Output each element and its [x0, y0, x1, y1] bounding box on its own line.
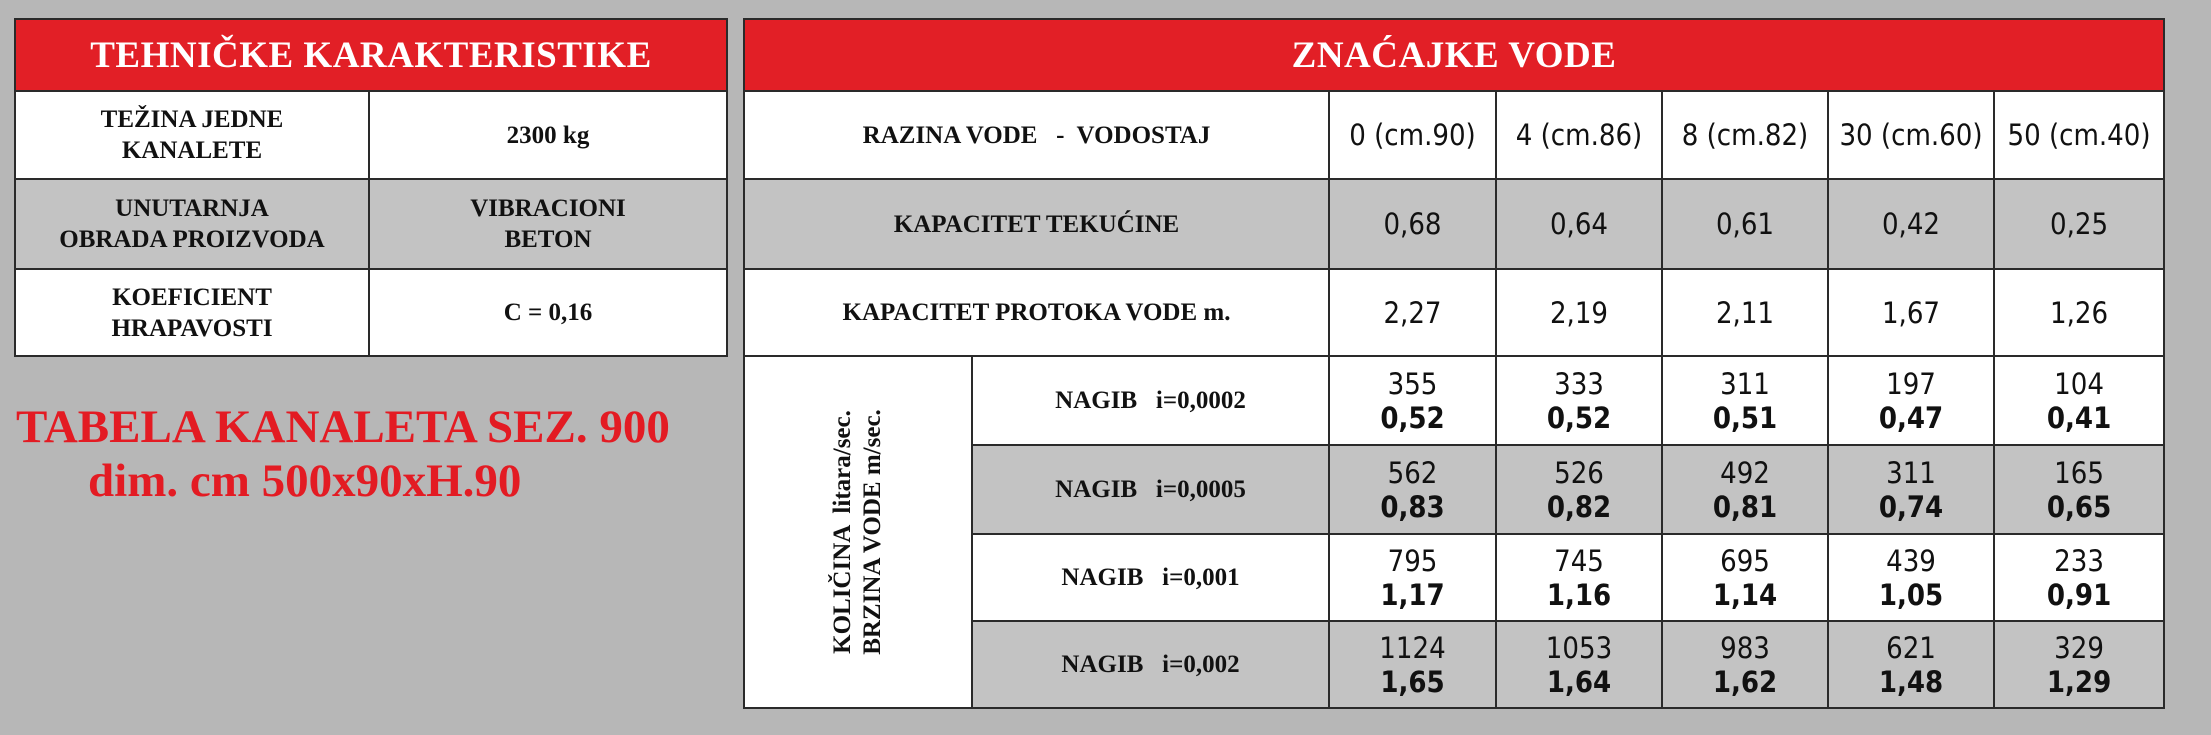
flow-cell: 2,19 [1496, 269, 1662, 356]
speed-value: 1,64 [1546, 664, 1612, 699]
label-line: KANALETE [121, 137, 263, 164]
slope-cell [1662, 356, 1828, 445]
level-label: RAZINA VODE - VODOSTAJ [744, 91, 1329, 179]
label-line: KOEFICIENT [112, 283, 272, 311]
speed-value: 0,83 [1380, 489, 1445, 524]
caption-line-2: dim. cm 500x90xH.90 [88, 455, 522, 507]
slope-row [744, 356, 2164, 445]
quantity-value: 983 [1720, 630, 1770, 665]
slope-cell [1496, 534, 1662, 621]
caption-line-1: TABELA KANALETA SEZ. 900 [16, 401, 670, 453]
level-cell: 4 (cm.86) [1496, 91, 1662, 179]
slope-cell [1329, 621, 1496, 708]
speed-value: 0,91 [2046, 577, 2112, 612]
side-label-line: BRZINA VODE m/sec. [859, 409, 886, 655]
capacity-cell: 0,64 [1496, 179, 1662, 269]
slope-label: NAGIB i=0,002 [972, 621, 1329, 708]
slope-cell [1496, 621, 1662, 708]
slope-cell [1662, 621, 1828, 708]
speed-value: 1,14 [1712, 577, 1778, 612]
flow-cell: 1,26 [1994, 269, 2164, 356]
water-characteristics-table [743, 18, 2165, 709]
tech-title: TEHNIČKE KARAKTERISTIKE [15, 19, 727, 91]
quantity-value: 745 [1554, 543, 1604, 578]
capacity-row [744, 179, 2164, 269]
quantity-value: 104 [2054, 366, 2104, 401]
finish-label [15, 179, 369, 269]
quantity-value: 329 [2054, 630, 2104, 665]
slope-cell [1994, 621, 2164, 708]
value-line: BETON [504, 226, 592, 253]
flow-cell: 2,11 [1662, 269, 1828, 356]
side-label-text [828, 409, 888, 655]
quantity-value: 1053 [1545, 630, 1613, 665]
quantity-value: 795 [1387, 543, 1438, 578]
speed-value: 1,65 [1380, 664, 1445, 699]
speed-value: 0,82 [1546, 489, 1612, 524]
slope-cell [1662, 534, 1828, 621]
slope-cell [1329, 356, 1496, 445]
label-line: TEŽINA JEDNE [100, 106, 284, 133]
slope-cell [1828, 356, 1994, 445]
quantity-value: 695 [1720, 543, 1770, 578]
speed-value: 0,52 [1380, 400, 1445, 435]
water-title: ZNAĆAJKE VODE [744, 19, 2164, 91]
speed-value: 1,16 [1546, 577, 1612, 612]
speed-value: 0,81 [1712, 489, 1778, 524]
quantity-value: 355 [1387, 366, 1438, 401]
speed-value: 1,62 [1712, 664, 1778, 699]
level-cell: 30 (cm.60) [1828, 91, 1994, 179]
capacity-cell: 0,61 [1662, 179, 1828, 269]
slope-cell [1496, 445, 1662, 534]
roughness-value [369, 269, 727, 356]
flow-row [744, 269, 2164, 356]
speed-value: 1,29 [2046, 664, 2112, 699]
weight-label [15, 91, 369, 179]
speed-value: 0,47 [1878, 400, 1944, 435]
weight-value [369, 91, 727, 179]
table-row [15, 269, 727, 356]
speed-value: 1,17 [1380, 577, 1445, 612]
quantity-value: 165 [2054, 455, 2104, 490]
level-cell: 50 (cm.40) [1994, 91, 2164, 179]
quantity-value: 562 [1387, 455, 1438, 490]
slope-cell [1828, 534, 1994, 621]
capacity-cell: 0,25 [1994, 179, 2164, 269]
level-row [744, 91, 2164, 179]
quantity-value: 311 [1720, 366, 1770, 401]
capacity-label: KAPACITET TEKUĆINE [744, 179, 1329, 269]
quantity-value: 439 [1886, 543, 1936, 578]
slope-cell [1496, 356, 1662, 445]
quantity-value: 621 [1886, 630, 1936, 665]
label-line: OBRADA PROIZVODA [59, 226, 325, 253]
table-caption [16, 400, 670, 508]
quantity-speed-side-label [744, 356, 972, 708]
quantity-value: 311 [1886, 455, 1936, 490]
slope-cell [1828, 445, 1994, 534]
value-line: VIBRACIONI [470, 195, 626, 222]
finish-value [369, 179, 727, 269]
quantity-value: 233 [2054, 543, 2104, 578]
level-cell: 0 (cm.90) [1329, 91, 1496, 179]
flow-label: KAPACITET PROTOKA VODE m. [744, 269, 1329, 356]
slope-cell [1329, 445, 1496, 534]
speed-value: 0,74 [1878, 489, 1944, 524]
speed-value: 1,48 [1878, 664, 1944, 699]
slope-label: NAGIB i=0,001 [972, 534, 1329, 621]
speed-value: 0,52 [1546, 400, 1612, 435]
quantity-value: 492 [1720, 455, 1770, 490]
value-line: C = 0,16 [503, 299, 593, 326]
side-label-line: KOLIČINA litara/sec. [829, 410, 856, 654]
slope-cell [1662, 445, 1828, 534]
speed-value: 0,65 [2046, 489, 2112, 524]
table-row [15, 179, 727, 269]
roughness-label [15, 269, 369, 356]
quantity-value: 333 [1554, 366, 1604, 401]
label-line: UNUTARNJA [115, 195, 269, 222]
level-cell: 8 (cm.82) [1662, 91, 1828, 179]
speed-value: 0,51 [1712, 400, 1778, 435]
label-line: HRAPAVOSTI [111, 314, 273, 342]
table-row [15, 91, 727, 179]
capacity-cell: 0,42 [1828, 179, 1994, 269]
quantity-value: 197 [1886, 366, 1936, 401]
slope-cell [1994, 445, 2164, 534]
capacity-cell: 0,68 [1329, 179, 1496, 269]
flow-cell: 2,27 [1329, 269, 1496, 356]
technical-characteristics-table [14, 18, 728, 357]
slope-label: NAGIB i=0,0002 [972, 356, 1329, 445]
speed-value: 0,41 [2046, 400, 2112, 435]
slope-label: NAGIB i=0,0005 [972, 445, 1329, 534]
quantity-value: 526 [1554, 455, 1604, 490]
flow-cell: 1,67 [1828, 269, 1994, 356]
value-line: 2300 kg [506, 121, 590, 149]
speed-value: 1,05 [1878, 577, 1944, 612]
slope-cell [1329, 534, 1496, 621]
slope-cell [1994, 534, 2164, 621]
quantity-value: 1124 [1379, 630, 1446, 665]
slope-cell [1994, 356, 2164, 445]
slope-cell [1828, 621, 1994, 708]
